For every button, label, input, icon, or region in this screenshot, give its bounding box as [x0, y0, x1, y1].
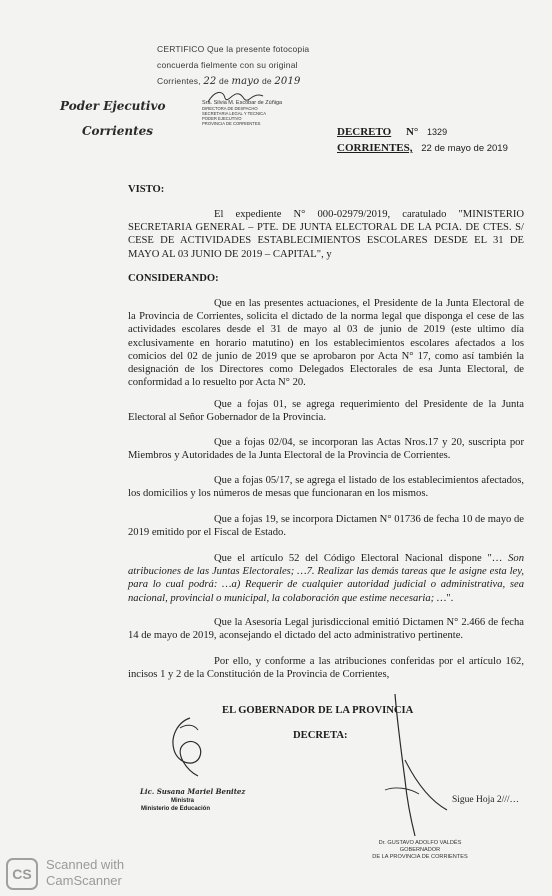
letterhead-line-1: Poder Ejecutivo	[60, 99, 166, 113]
governor-signer-title: GOBERNADOR	[399, 847, 441, 853]
certification-line-1: CERTIFICO Que la presente fotocopia	[157, 44, 310, 54]
governor-signature-scribble	[375, 690, 455, 840]
decree-place: CORRIENTES,	[337, 142, 413, 154]
asesoria-paragraph: Que la Asesoría Legal jurisdiccional emitió Dictamen N° 2.466 de fecha 14 de mayo de 2019, aconsejando el dictado del acto administrativo pertinente.	[128, 617, 524, 642]
continues-note: Sigue Hoja 2///…	[452, 795, 520, 805]
considerando-paragraph: Que a fojas 02/04, se incorporan las Actas Nros.17 y 20, suscripta por Miembros y Autoridades de la Junta Electoral de la Provincia de Corrientes.	[128, 437, 524, 462]
decree-number-label: N°	[405, 126, 419, 138]
camscanner-logo-icon: CS	[6, 858, 38, 890]
visto-text: El expediente N° 000-02979/2019, caratulado "MINISTERIO SECRETARIA GENERAL – PTE. DE JUNTA ELECTORAL DE LA PCIA. DE CTES. S/ CESE DE ACTIVIDADES ESTABLECIMIENTOS ESCOLARES DESDE EL 31 DE MAYO AL 03 JUNIO DE 2019 – CAPITAL", y	[128, 209, 525, 260]
governor-signer-block	[360, 840, 480, 861]
certification-line-2: concuerda fielmente con su original	[157, 60, 298, 70]
scanner-line-2: CamScanner	[46, 873, 122, 888]
article-52-paragraph: Que el artículo 52 del Código Electoral Nacional dispone "… Son atribuciones de las Juntas Electorales; …7. Realizar las demás tareas que le asigne esta ley, para lo cual podrá: …a) Requerir de cualquier autoridad judicial o administrativa, sea nacional, provincial o municipal, la colaboración que estime necesaria; …".	[128, 553, 525, 604]
scanner-line-1: Scanned with	[46, 857, 125, 872]
minister-ministry: Ministerio de Educación	[141, 806, 211, 812]
certifier-stamp-name: Sra. Silvia M. Escobar de Zúñiga	[202, 100, 283, 106]
minister-title: Ministra	[171, 798, 195, 804]
minister-signature-name: Lic. Susana Mariel Benitez	[140, 787, 246, 796]
considerando-paragraph: Que a fojas 19, se incorpora Dictamen N° 01736 de fecha 10 de mayo de 2019 emitido por el Fiscal de Estado.	[128, 514, 524, 539]
letterhead-line-2: Corrientes	[82, 124, 154, 138]
minister-signature-scribble	[160, 712, 220, 784]
certifier-stamp-line: SECRETARIA LEGAL Y TECNICA	[202, 111, 266, 116]
visto-heading: VISTO:	[128, 184, 165, 195]
decree-label: DECRETO	[337, 126, 392, 138]
decree-header	[337, 126, 447, 138]
considerando-paragraph: Que en las presentes actuaciones, el Presidente de la Junta Electoral de la Provincia de Corrientes, solicita el dictado de la norma legal que disponga el cese de las actividades escolares desde el 31 de mayo al 03 de junio de 2019 (este ultimo día exclusivamente en horario matutino) en los establecimientos escolares afectados a los comicios del 02 de junio de 2019 que se aprobaron por Acta N° 17, como así también la designación de los Directores como Delegados Electorales de esa Junta Electoral, de conformidad a lo resuelto por Acta N° 20.	[128, 298, 524, 389]
decree-place-date	[337, 142, 508, 154]
governor-signer-name: Dr. GUSTAVO ADOLFO VALDÉS	[378, 840, 462, 846]
certification-line-3: Corrientes, 22 de mayo de 2019	[157, 76, 301, 87]
governor-signer-province: DE LA PROVINCIA DE CORRIENTES	[372, 854, 468, 860]
certifier-stamp	[202, 100, 322, 126]
conforme-paragraph: Por ello, y conforme a las atribuciones conferidas por el artículo 162, incisos 1 y 2 de la Constitución de la Provincia de Corrientes,	[128, 656, 524, 681]
considerando-paragraph: Que a fojas 05/17, se agrega el listado de los establecimientos afectados, los domicilios y los números de mesas que funcionaran en los mismos.	[128, 475, 524, 500]
considerando-paragraph: Que a fojas 01, se agrega requerimiento del Presidente de la Junta Electoral al Señor Gobernador de la Provincia.	[128, 399, 524, 424]
considerando-heading: CONSIDERANDO:	[128, 273, 219, 284]
decree-date: 22 de mayo de 2019	[421, 143, 508, 154]
scanner-watermark	[6, 856, 156, 892]
decree-number: 1329	[427, 127, 448, 137]
governor-heading: EL GOBERNADOR DE LA PROVINCIA	[222, 705, 414, 716]
certifier-stamp-line: PODER EJECUTIVO	[202, 116, 242, 121]
certifier-stamp-line: DIRECTORA DE DESPACHO	[202, 106, 258, 111]
decreta-heading: DECRETA:	[293, 730, 348, 741]
certifier-stamp-line: PROVINCIA DE CORRIENTES	[202, 121, 261, 126]
